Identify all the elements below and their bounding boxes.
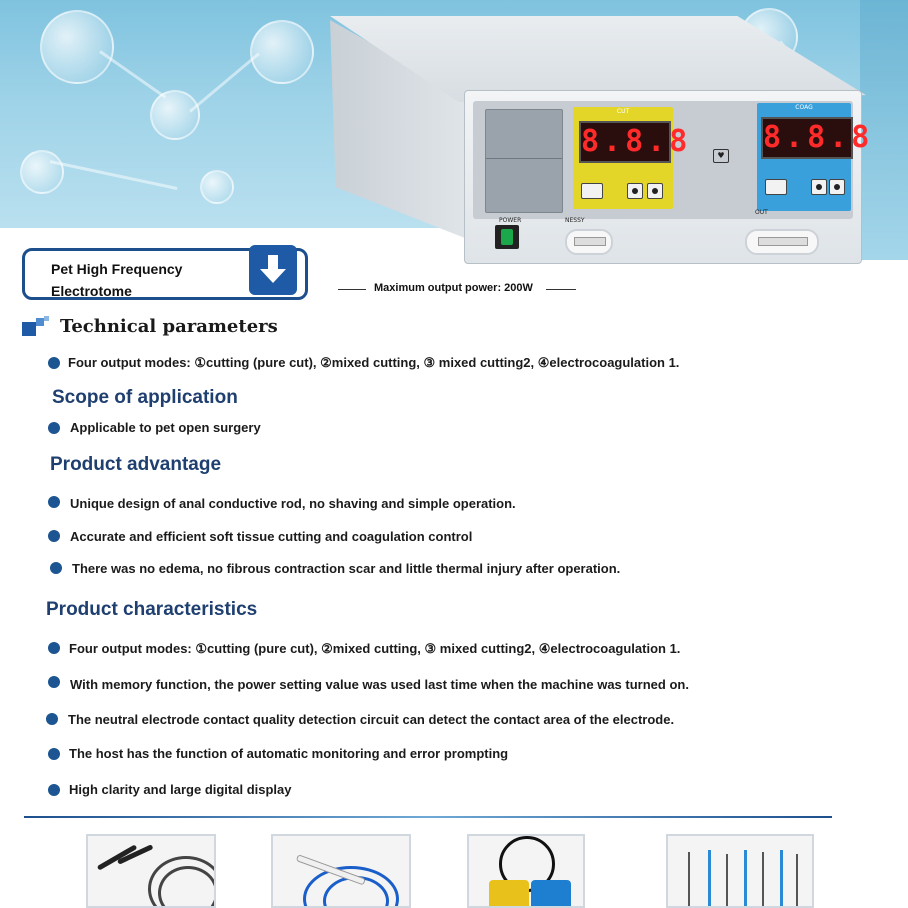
cut-display: 8.8.8 <box>579 121 671 163</box>
accessory-image-electrodes <box>666 834 814 908</box>
nessy-socket <box>565 229 613 255</box>
advantage-heading: Product advantage <box>50 454 222 475</box>
bullet <box>48 676 60 688</box>
bullet <box>48 496 60 508</box>
coag-down-button[interactable] <box>811 179 827 195</box>
accessory-image-probes <box>86 834 216 908</box>
characteristics-heading: Product characteristics <box>46 599 258 620</box>
cut-mode-button[interactable] <box>581 183 603 199</box>
coag-buttons <box>761 179 847 201</box>
caption-line-left <box>338 289 366 290</box>
card-slot <box>485 109 563 213</box>
out-label: OUT <box>755 209 768 216</box>
advantage-item-2: Accurate and efficient soft tissue cutting and coagulation control <box>70 529 473 544</box>
coag-section <box>757 103 874 211</box>
coag-display: 8.8.8 <box>761 117 853 159</box>
cut-label: CUT <box>616 108 630 115</box>
product-title <box>51 258 182 302</box>
bullet <box>48 748 60 760</box>
accessory-image-pencil <box>271 834 411 908</box>
cut-down-button[interactable] <box>627 183 643 199</box>
output-socket <box>745 229 819 255</box>
cut-section <box>573 107 692 209</box>
bullet <box>46 713 58 725</box>
device-front-panel <box>464 90 874 264</box>
bullet <box>48 642 60 654</box>
caption-line-right <box>546 289 576 290</box>
bullet <box>50 562 62 574</box>
bullet <box>48 784 60 796</box>
heart-icon: ♥ <box>713 149 729 163</box>
advantage-item-1: Unique design of anal conductive rod, no shaving and simple operation. <box>70 496 516 511</box>
scope-heading: Scope of application <box>52 387 238 408</box>
down-arrow-icon <box>249 245 297 295</box>
control-panel <box>473 101 874 219</box>
bullet <box>48 357 60 369</box>
characteristics-item-3: The neutral electrode contact quality detection circuit can detect the contact area of the electrode. <box>68 712 675 727</box>
max-power-caption: Maximum output power: 200W <box>374 282 533 294</box>
product-title-box <box>22 248 308 300</box>
advantage-item-3: There was no edema, no fibrous contraction scar and little thermal injury after operation. <box>72 561 621 576</box>
technical-item-1: Four output modes: ①cutting (pure cut), ②mixed cutting, ③ mixed cutting2, ④electrocoagulation 1. <box>68 355 680 370</box>
nessy-label: NESSY <box>565 217 585 224</box>
cut-buttons <box>577 183 669 205</box>
technical-heading: Technical parameters <box>60 316 278 337</box>
coag-label: COAG <box>795 104 813 111</box>
power-switch[interactable] <box>495 225 519 249</box>
power-label: POWER <box>499 217 522 224</box>
divider <box>24 816 832 818</box>
section-squares-icon <box>22 316 52 340</box>
coag-up-button[interactable] <box>829 179 845 195</box>
scope-item-1: Applicable to pet open surgery <box>70 420 261 435</box>
characteristics-item-2: With memory function, the power setting value was used last time when the machine was turned on. <box>70 677 689 692</box>
characteristics-item-1: Four output modes: ①cutting (pure cut), ②mixed cutting, ③ mixed cutting2, ④electrocoagulation 1. <box>69 641 681 656</box>
characteristics-item-5: High clarity and large digital display <box>69 782 292 797</box>
electrotome-device-image <box>330 16 874 262</box>
bullet <box>48 422 60 434</box>
title-line-1: Pet High Frequency <box>51 261 183 277</box>
bullet <box>48 530 60 542</box>
cut-up-button[interactable] <box>647 183 663 199</box>
coag-mode-button[interactable] <box>765 179 787 195</box>
title-line-2: Electrotome <box>51 283 132 299</box>
characteristics-item-4: The host has the function of automatic monitoring and error prompting <box>69 746 509 761</box>
accessory-image-footswitch <box>467 834 585 908</box>
